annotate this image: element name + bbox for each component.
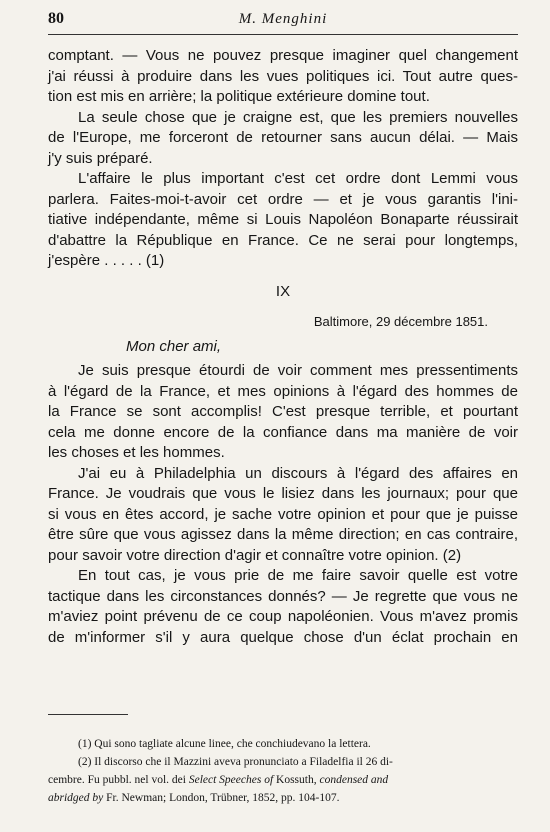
text-line: tactique dans les circonstances donnés? — Je regrette que vous ne bbox=[48, 587, 518, 605]
page-header bbox=[48, 10, 518, 36]
footnote-text: Fr. Newman; London, Trübner, 1852, pp. 104-107. bbox=[103, 792, 340, 804]
paragraph-2 bbox=[48, 108, 518, 170]
main-text bbox=[48, 46, 518, 648]
text-line: La seule chose que je craigne est, que les premiers nouvelles bbox=[78, 108, 518, 126]
text-line: tion est mis en arrière; la politique extérieure domine tout. bbox=[48, 88, 430, 105]
paragraph-5 bbox=[48, 464, 518, 567]
text-line: tiative indépendante, même si Louis Napoléon Bonaparte réussirait bbox=[48, 211, 518, 228]
letter-salutation: Mon cher ami, bbox=[126, 337, 222, 355]
footnote-rule bbox=[48, 714, 128, 715]
text-line: J'ai eu à Philadelphia un discours à l'égard des affaires en bbox=[78, 464, 518, 482]
page-number: 80 bbox=[48, 10, 64, 27]
text-line: L'affaire le plus important c'est cet ordre dont Lemmi vous bbox=[78, 170, 518, 187]
text-line: j'espère . . . . . (1) bbox=[48, 252, 165, 269]
text-line: à l'égard de la France, et mes opinions à l'égard des hommes de bbox=[48, 382, 518, 400]
running-title: M. Menghini bbox=[238, 11, 328, 27]
footnote-2-line: (2) Il discorso che il Mazzini aveva pronunciato a Filadelfia il 26 di- bbox=[78, 756, 393, 768]
footnote-book-subtitle: condensed and bbox=[319, 774, 389, 786]
footnote-2-line bbox=[48, 789, 518, 807]
section-heading: IX bbox=[275, 282, 291, 300]
text-line: de l'Europe, me forceront de retourner sans aucun délai. — Mais bbox=[48, 129, 518, 146]
text-line: France. Je voudrais que vous le lisiez dans les journaux; pour que bbox=[48, 485, 518, 502]
text-line: m'aviez point prévenu de ce coup napoléonien. Vous m'avez promis bbox=[48, 608, 518, 625]
text-line: d'abattre la République en France. Ce ne serai pour longtemps, bbox=[48, 231, 518, 249]
footnote-author: Kossuth, bbox=[273, 774, 320, 786]
text-line: parlera. Faites-moi-t-avoir cet ordre — et je vous garantis l'ini- bbox=[48, 190, 518, 208]
text-line: pour savoir votre direction d'agir et connaître votre opinion. (2) bbox=[48, 546, 462, 564]
text-line: les choses et les hommes. bbox=[48, 444, 225, 461]
paragraph-4 bbox=[48, 361, 518, 464]
footnote-book-title: Select Speeches of bbox=[188, 774, 274, 786]
text-line: comptant. — Vous ne pouvez presque imaginer quel changement bbox=[48, 47, 518, 64]
footnote-2-line bbox=[48, 771, 518, 789]
footnote-1: (1) Qui sono tagliate alcune linee, che conchiudevano la lettera. bbox=[78, 738, 371, 750]
text-line: si vous en êtes accord, je sache votre opinion et pour que je puisse bbox=[48, 505, 518, 523]
text-line: j'ai réussi à produire dans les vues politiques ici. Tout autre ques- bbox=[48, 67, 518, 85]
text-line: de m'informer s'il y aura quelque chose d'un éclat prochain en bbox=[48, 628, 518, 646]
header-rule bbox=[48, 34, 518, 35]
text-line: En tout cas, je vous prie de me faire savoir quelle est votre bbox=[78, 567, 518, 584]
text-line: j'y suis préparé. bbox=[48, 149, 153, 167]
text-line: la France se sont accomplis! C'est presque terrible, et pourtant bbox=[48, 403, 518, 420]
text-line: être sûre que vous agissez dans la même direction; en cas contraire, bbox=[48, 526, 518, 543]
footnote-text: cembre. Fu pubbl. nel vol. dei bbox=[48, 774, 189, 786]
footnote-book-subtitle: abridged by bbox=[48, 792, 104, 804]
paragraph-3 bbox=[48, 169, 518, 272]
text-line: cela me donne encore de la confiance dans ma manière de voir bbox=[48, 423, 518, 441]
footnotes bbox=[48, 735, 518, 807]
paragraph-6 bbox=[48, 566, 518, 648]
text-line: Je suis presque étourdi de voir comment mes pressentiments bbox=[78, 362, 518, 379]
paragraph-1 bbox=[48, 46, 518, 108]
letter-dateline: Baltimore, 29 décembre 1851. bbox=[313, 314, 488, 329]
